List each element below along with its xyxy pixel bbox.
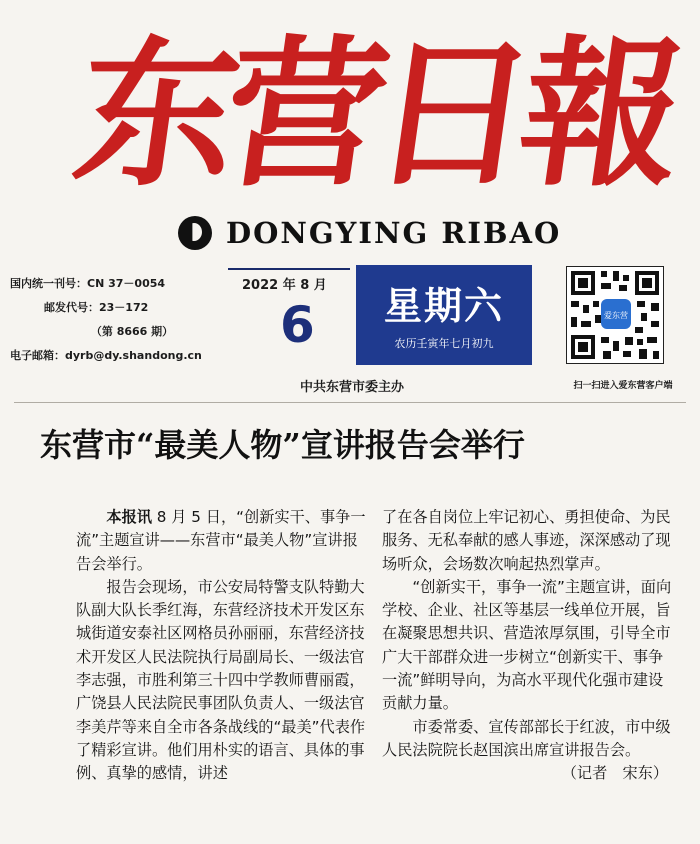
lead-label: 本报讯 [106, 508, 152, 526]
newspaper-title: 东营日報 [64, 20, 684, 208]
qr-code[interactable] [566, 266, 664, 364]
email: 电子邮箱：dyrb@dy.shandong.cn [10, 349, 202, 362]
lunar-date: 农历壬寅年七月初九 [394, 337, 494, 350]
day-number: 6 [280, 296, 315, 354]
weekday-box [356, 265, 532, 365]
lead-paragraph [76, 506, 366, 576]
article-body [76, 506, 680, 836]
article-column-2 [382, 506, 672, 786]
english-name-row [178, 213, 598, 253]
weekday: 星期六 [383, 284, 504, 328]
paragraph: 市委常委、宣传部部长于红波，市中级人民法院院长赵国滨出席宣讲报告会。 [382, 717, 671, 759]
byline: （记者 宋东） [561, 764, 668, 783]
publication-info [10, 272, 220, 368]
divider [14, 402, 686, 403]
issue-number: （第 8666 期） [90, 325, 174, 338]
dongying-logo-icon [178, 216, 212, 250]
qr-code-icon [567, 267, 663, 363]
masthead [0, 0, 700, 250]
qr-caption: 扫一扫进入爱东营客户端 [573, 381, 673, 391]
article-headline: 东营市“最美人物”宣讲报告会举行 [40, 426, 525, 464]
article-column-1 [76, 506, 366, 786]
year-month: 2022 年 8 月 [242, 278, 327, 293]
sponsor: 中共东营市委主办 [300, 380, 405, 395]
postal-code: 邮发代号：23－172 [44, 301, 149, 314]
paragraph-continued: 了在各自岗位上牢记初心、勇担使命、为民服务、无私奉献的感人事迹，深深感动了现场听众，会场数次响起热烈掌声。 [382, 508, 671, 573]
paragraph: “创新实干，事争一流”主题宣讲，面向学校、企业、社区等基层一线单位开展，旨在凝聚思想共识、营造浓厚氛围，引导全市广大干部群众进一步树立“创新实干、事争一流”鲜明导向，为高水平现代化强市建设贡献力量。 [382, 577, 672, 713]
english-name: DONGYING RIBAO [226, 216, 562, 250]
lead-text: 8 月 5 日，“创新实干、事争一流”主题宣讲——东营市“最美人物”宣讲报告会举行。 [76, 508, 366, 573]
date-block [228, 268, 350, 370]
cn-number: 国内统一刊号：CN 37－0054 [10, 277, 166, 290]
paragraph: 报告会现场，市公安局特警支队特勤大队副大队长季红海，东营经济技术开发区东城街道安泰社区网格员孙丽丽，东营经济技术开发区人民法院执行局副局长、一级法官李志强，市胜利第三十四中学教师曹丽霞，广饶县人民法院民事团队负责人、一级法官李美芹等来自全市各条战线的“最美”代表作了精彩宣讲。他们用朴实的语言、具体的事例、真挚的感情，讲述 [76, 577, 366, 783]
qr-center-label: 爱东营 [604, 311, 628, 320]
